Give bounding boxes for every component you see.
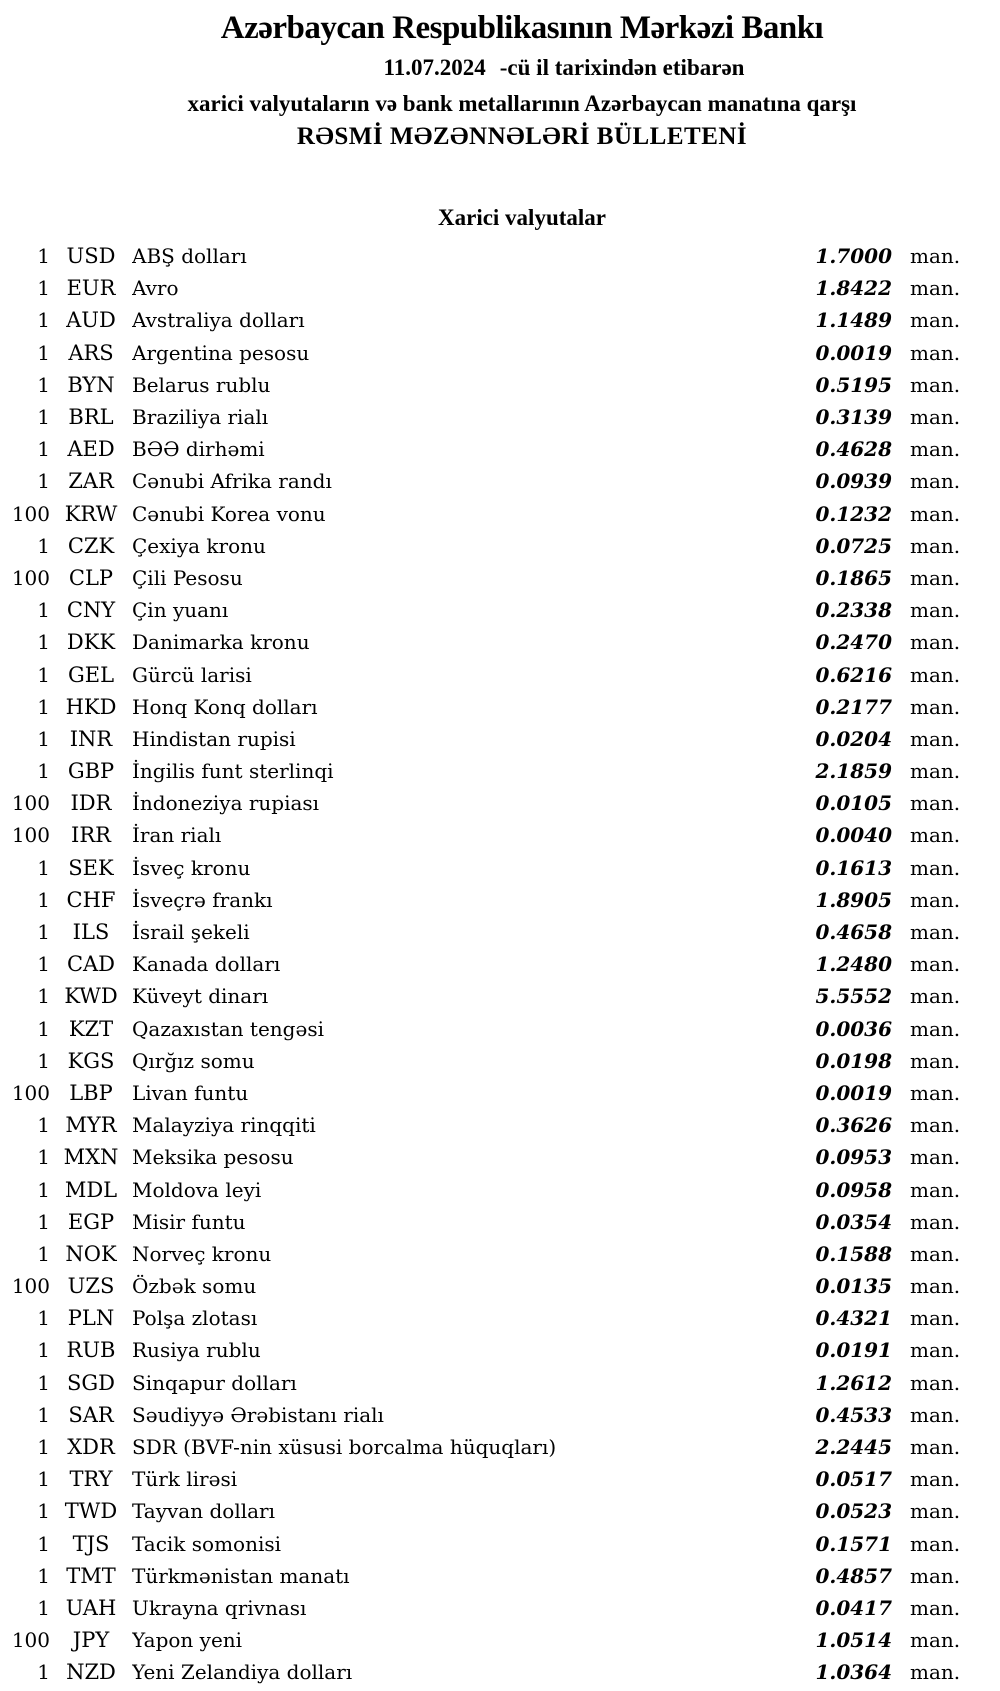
currency-code: IRR xyxy=(71,823,111,848)
rate-row xyxy=(0,819,967,851)
quantity: 1 xyxy=(37,759,50,784)
currency-code: BRL xyxy=(68,405,114,430)
unit-label: man. xyxy=(910,276,961,301)
currency-name: Kanada dolları xyxy=(132,952,281,977)
unit-label: man. xyxy=(910,630,961,655)
section-title-foreign-currencies: Xarici valyutalar xyxy=(438,205,606,230)
rate-row xyxy=(0,240,967,272)
unit-label: man. xyxy=(910,1080,961,1105)
quantity: 1 xyxy=(37,1177,50,1202)
currency-name: Norveç kronu xyxy=(132,1241,272,1266)
rate-value: 0.0417 xyxy=(815,1595,892,1620)
unit-label: man. xyxy=(910,662,961,687)
currency-code: TWD xyxy=(64,1499,118,1524)
currency-code: EGP xyxy=(67,1209,115,1234)
rate-value: 0.0725 xyxy=(815,533,892,558)
currency-code: KGS xyxy=(67,1048,115,1073)
unit-label: man. xyxy=(910,887,961,912)
rate-row xyxy=(0,498,967,530)
rate-row xyxy=(0,1238,967,1270)
unit-label: man. xyxy=(910,1499,961,1524)
currency-name: Sinqapur dolları xyxy=(132,1370,297,1395)
quantity: 1 xyxy=(37,276,50,301)
quantity: 1 xyxy=(37,1113,50,1138)
quantity: 1 xyxy=(37,1499,50,1524)
quantity: 1 xyxy=(37,662,50,687)
quantity: 1 xyxy=(37,469,50,494)
rate-value: 0.2338 xyxy=(815,598,892,623)
unit-label: man. xyxy=(910,1402,961,1427)
rate-value: 0.0135 xyxy=(815,1274,892,1299)
rate-row xyxy=(0,787,967,819)
quantity: 1 xyxy=(37,1370,50,1395)
rate-row xyxy=(0,1592,967,1624)
currency-code: NOK xyxy=(65,1241,117,1266)
currency-code: ZAR xyxy=(68,469,114,494)
currency-code: TMT xyxy=(66,1563,116,1588)
quantity: 1 xyxy=(37,1435,50,1460)
rate-value: 0.0019 xyxy=(815,1080,892,1105)
rate-value: 1.0364 xyxy=(815,1660,892,1685)
rate-row xyxy=(0,1399,967,1431)
currency-code: CAD xyxy=(66,952,116,977)
currency-code: MXN xyxy=(63,1145,119,1170)
unit-label: man. xyxy=(910,1467,961,1492)
rate-row xyxy=(0,916,967,948)
rate-row xyxy=(0,1560,967,1592)
bank-title: Azərbaycan Respublikasının Mərkəzi Bankı xyxy=(220,10,824,46)
rate-value: 0.6216 xyxy=(815,662,892,687)
rate-value: 0.0354 xyxy=(815,1209,892,1234)
rate-value: 0.2470 xyxy=(815,630,892,655)
quantity: 100 xyxy=(11,791,50,816)
currency-name: Türkmənistan manatı xyxy=(132,1563,350,1588)
rate-row xyxy=(0,884,967,916)
quantity: 1 xyxy=(37,1467,50,1492)
rate-value: 0.4321 xyxy=(815,1306,892,1331)
unit-label: man. xyxy=(910,501,961,526)
rate-row xyxy=(0,369,967,401)
rate-row xyxy=(0,465,967,497)
currency-code: CNY xyxy=(66,598,116,623)
currency-name: Küveyt dinarı xyxy=(132,984,269,1009)
rate-row xyxy=(0,1141,967,1173)
quantity: 1 xyxy=(37,1660,50,1685)
rate-value: 0.0105 xyxy=(815,791,892,816)
quantity: 1 xyxy=(37,340,50,365)
unit-label: man. xyxy=(910,565,961,590)
quantity: 1 xyxy=(37,405,50,430)
quantity: 1 xyxy=(37,533,50,558)
unit-label: man. xyxy=(910,694,961,719)
rate-row xyxy=(0,1334,967,1366)
unit-label: man. xyxy=(910,437,961,462)
rate-value: 5.5552 xyxy=(815,984,892,1009)
rate-value: 0.0939 xyxy=(815,469,892,494)
currency-name: Belarus rublu xyxy=(132,372,271,397)
currency-code: BYN xyxy=(67,372,115,397)
rate-row xyxy=(0,1206,967,1238)
quantity: 1 xyxy=(37,437,50,462)
unit-label: man. xyxy=(910,952,961,977)
quantity: 1 xyxy=(37,1241,50,1266)
quantity: 1 xyxy=(37,1595,50,1620)
rate-value: 2.1859 xyxy=(815,759,892,784)
unit-label: man. xyxy=(910,1209,961,1234)
currency-code: IDR xyxy=(70,791,112,816)
currency-name: Çexiya kronu xyxy=(132,533,266,558)
currency-name: Yeni Zelandiya dolları xyxy=(132,1660,353,1685)
rate-row xyxy=(0,1173,967,1205)
rate-value: 0.4628 xyxy=(815,437,892,462)
bulletin-subtitle: xarici valyutaların və bank metallarının Azərbaycan manatına qarşı xyxy=(187,91,857,116)
currency-name: İngilis funt sterlinqi xyxy=(132,759,334,784)
unit-label: man. xyxy=(910,1531,961,1556)
currency-code: KWD xyxy=(64,984,118,1009)
effective-date-line xyxy=(86,54,1000,82)
currency-name: İran rialı xyxy=(132,823,222,848)
currency-name: Hindistan rupisi xyxy=(132,726,296,751)
rate-row xyxy=(0,1302,967,1334)
rate-row xyxy=(0,304,967,336)
unit-label: man. xyxy=(910,598,961,623)
bulletin-title: RƏSMİ MƏZƏNNƏLƏRİ BÜLLETENİ xyxy=(296,123,748,150)
currency-name: ABŞ dolları xyxy=(132,244,247,269)
currency-name: Rusiya rublu xyxy=(132,1338,261,1363)
currency-code: KRW xyxy=(64,501,118,526)
quantity: 1 xyxy=(37,630,50,655)
rate-value: 1.1489 xyxy=(815,308,892,333)
unit-label: man. xyxy=(910,1563,961,1588)
rate-value: 0.4533 xyxy=(815,1402,892,1427)
rate-row xyxy=(0,626,967,658)
currency-name: Danimarka kronu xyxy=(132,630,310,655)
currency-name: Cənubi Korea vonu xyxy=(132,501,326,526)
unit-label: man. xyxy=(910,1660,961,1685)
rate-value: 0.0953 xyxy=(815,1145,892,1170)
quantity: 1 xyxy=(37,372,50,397)
rate-row xyxy=(0,852,967,884)
rate-value: 0.5195 xyxy=(815,372,892,397)
currency-code: SEK xyxy=(68,855,114,880)
unit-label: man. xyxy=(910,308,961,333)
currency-name: Honq Konq dolları xyxy=(132,694,318,719)
currency-name: Özbək somu xyxy=(132,1274,257,1299)
rate-row xyxy=(0,562,967,594)
currency-name: Malayziya rinqqiti xyxy=(132,1113,316,1138)
currency-code: UZS xyxy=(67,1274,115,1299)
currency-name: Tacik somonisi xyxy=(132,1531,282,1556)
currency-code: MDL xyxy=(64,1177,118,1202)
unit-label: man. xyxy=(910,1306,961,1331)
quantity: 1 xyxy=(37,1145,50,1170)
rate-row xyxy=(0,272,967,304)
quantity: 1 xyxy=(37,1563,50,1588)
effective-date: 11.07.2024 xyxy=(383,55,486,80)
quantity: 100 xyxy=(11,565,50,590)
currency-code: MYR xyxy=(65,1113,117,1138)
rates-table xyxy=(0,240,1000,1688)
currency-name: Ukrayna qrivnası xyxy=(132,1595,307,1620)
unit-label: man. xyxy=(910,533,961,558)
unit-label: man. xyxy=(910,1145,961,1170)
currency-code: RUB xyxy=(66,1338,116,1363)
quantity: 100 xyxy=(11,501,50,526)
currency-name: Livan funtu xyxy=(132,1080,249,1105)
currency-name: Moldova leyi xyxy=(132,1177,262,1202)
currency-code: USD xyxy=(66,244,116,269)
currency-name: Cənubi Afrika randı xyxy=(132,469,332,494)
rate-value: 0.1613 xyxy=(815,855,892,880)
rate-value: 1.7000 xyxy=(815,244,892,269)
currency-code: JPY xyxy=(72,1628,110,1653)
rate-row xyxy=(0,1624,967,1656)
rate-value: 0.0517 xyxy=(815,1467,892,1492)
rate-value: 0.3139 xyxy=(815,405,892,430)
currency-name: Polşa zlotası xyxy=(132,1306,258,1331)
currency-code: KZT xyxy=(68,1016,114,1041)
currency-code: CLP xyxy=(68,565,114,590)
unit-label: man. xyxy=(910,1048,961,1073)
rate-value: 0.1865 xyxy=(815,565,892,590)
rate-row xyxy=(0,530,967,562)
rate-value: 0.0191 xyxy=(815,1338,892,1363)
currency-code: TRY xyxy=(69,1467,113,1492)
currency-name: Qırğız somu xyxy=(132,1048,255,1073)
unit-label: man. xyxy=(910,1113,961,1138)
currency-code: AED xyxy=(67,437,115,462)
effective-date-suffix: -cü il tarixindən etibarən xyxy=(499,55,745,80)
rate-row xyxy=(0,755,967,787)
quantity: 100 xyxy=(11,1080,50,1105)
currency-name: Türk lirəsi xyxy=(132,1467,238,1492)
rate-row xyxy=(0,723,967,755)
rate-value: 0.0040 xyxy=(815,823,892,848)
rate-value: 1.8422 xyxy=(815,276,892,301)
currency-code: GBP xyxy=(67,759,115,784)
quantity: 1 xyxy=(37,855,50,880)
rate-value: 0.4658 xyxy=(815,920,892,945)
currency-code: NZD xyxy=(66,1660,116,1685)
unit-label: man. xyxy=(910,1628,961,1653)
currency-code: PLN xyxy=(67,1306,115,1331)
rate-value: 1.8905 xyxy=(815,887,892,912)
rate-row xyxy=(0,401,967,433)
unit-label: man. xyxy=(910,823,961,848)
currency-name: Çili Pesosu xyxy=(132,565,243,590)
quantity: 1 xyxy=(37,308,50,333)
unit-label: man. xyxy=(910,244,961,269)
rate-value: 1.0514 xyxy=(815,1628,892,1653)
currency-name: Braziliya rialı xyxy=(132,405,269,430)
unit-label: man. xyxy=(910,984,961,1009)
rate-row xyxy=(0,1077,967,1109)
currency-code: SAR xyxy=(68,1402,114,1427)
currency-name: Tayvan dolları xyxy=(132,1499,275,1524)
rate-row xyxy=(0,1463,967,1495)
currency-name: Gürcü larisi xyxy=(132,662,252,687)
rate-row xyxy=(0,980,967,1012)
quantity: 1 xyxy=(37,920,50,945)
currency-name: Qazaxıstan tengəsi xyxy=(132,1016,324,1041)
quantity: 100 xyxy=(11,1274,50,1299)
currency-name: Yapon yeni xyxy=(132,1628,243,1653)
unit-label: man. xyxy=(910,1274,961,1299)
rate-value: 0.0204 xyxy=(815,726,892,751)
rate-value: 0.1588 xyxy=(815,1241,892,1266)
currency-code: DKK xyxy=(66,630,116,655)
currency-code: LBP xyxy=(69,1080,113,1105)
unit-label: man. xyxy=(910,405,961,430)
quantity: 1 xyxy=(37,1338,50,1363)
quantity: 1 xyxy=(37,887,50,912)
rate-value: 0.2177 xyxy=(815,694,892,719)
unit-label: man. xyxy=(910,791,961,816)
currency-name: İsveç kronu xyxy=(132,855,251,880)
quantity: 1 xyxy=(37,1209,50,1234)
rate-row xyxy=(0,691,967,723)
quantity: 1 xyxy=(37,1531,50,1556)
quantity: 1 xyxy=(37,726,50,751)
currency-code: TJS xyxy=(72,1531,110,1556)
currency-name: Səudiyyə Ərəbistanı rialı xyxy=(132,1402,384,1427)
rate-value: 1.2612 xyxy=(815,1370,892,1395)
quantity: 1 xyxy=(37,1048,50,1073)
quantity: 1 xyxy=(37,598,50,623)
rate-value: 2.2445 xyxy=(815,1435,892,1460)
quantity: 100 xyxy=(11,1628,50,1653)
currency-code: CZK xyxy=(67,533,115,558)
bulletin-header xyxy=(0,0,1000,152)
currency-code: ARS xyxy=(68,340,114,365)
rate-row xyxy=(0,1431,967,1463)
currency-name: Argentina pesosu xyxy=(132,340,310,365)
quantity: 1 xyxy=(37,984,50,1009)
currency-name: Misir funtu xyxy=(132,1209,246,1234)
rate-row xyxy=(0,1367,967,1399)
currency-code: GEL xyxy=(67,662,115,687)
unit-label: man. xyxy=(910,1435,961,1460)
rate-value: 0.3626 xyxy=(815,1113,892,1138)
unit-label: man. xyxy=(910,340,961,365)
currency-code: INR xyxy=(69,726,113,751)
rate-value: 0.0523 xyxy=(815,1499,892,1524)
currency-code: XDR xyxy=(67,1435,115,1460)
quantity: 100 xyxy=(11,823,50,848)
unit-label: man. xyxy=(910,1338,961,1363)
quantity: 1 xyxy=(37,1016,50,1041)
currency-code: EUR xyxy=(66,276,116,301)
unit-label: man. xyxy=(910,1177,961,1202)
currency-code: UAH xyxy=(65,1595,117,1620)
currency-name: Çin yuanı xyxy=(132,598,229,623)
quantity: 1 xyxy=(37,694,50,719)
unit-label: man. xyxy=(910,469,961,494)
currency-code: CHF xyxy=(66,887,116,912)
unit-label: man. xyxy=(910,1370,961,1395)
currency-code: SGD xyxy=(67,1370,115,1395)
rate-row xyxy=(0,1528,967,1560)
quantity: 1 xyxy=(37,952,50,977)
currency-code: AUD xyxy=(66,308,116,333)
rate-row xyxy=(0,1656,967,1688)
unit-label: man. xyxy=(910,1595,961,1620)
rate-row xyxy=(0,1495,967,1527)
rate-row xyxy=(0,948,967,980)
unit-label: man. xyxy=(910,372,961,397)
currency-name: Avro xyxy=(132,276,179,301)
rate-value: 0.0036 xyxy=(815,1016,892,1041)
rate-row xyxy=(0,337,967,369)
rate-row xyxy=(0,1045,967,1077)
rate-row xyxy=(0,433,967,465)
unit-label: man. xyxy=(910,1241,961,1266)
rate-value: 0.0198 xyxy=(815,1048,892,1073)
quantity: 1 xyxy=(37,1402,50,1427)
rate-value: 0.0958 xyxy=(815,1177,892,1202)
currency-name: İsrail şekeli xyxy=(132,920,250,945)
currency-name: Meksika pesosu xyxy=(132,1145,294,1170)
unit-label: man. xyxy=(910,1016,961,1041)
rate-row xyxy=(0,594,967,626)
rate-value: 0.1232 xyxy=(815,501,892,526)
currency-name: İndoneziya rupiası xyxy=(132,791,320,816)
unit-label: man. xyxy=(910,920,961,945)
currency-name: İsveçrə frankı xyxy=(132,887,273,912)
rate-value: 1.2480 xyxy=(815,952,892,977)
unit-label: man. xyxy=(910,855,961,880)
rate-value: 0.4857 xyxy=(815,1563,892,1588)
currency-name: Avstraliya dolları xyxy=(132,308,305,333)
rate-value: 0.0019 xyxy=(815,340,892,365)
quantity: 1 xyxy=(37,1306,50,1331)
currency-name: SDR (BVF-nin xüsusi borcalma hüquqları) xyxy=(132,1435,557,1460)
currency-code: ILS xyxy=(72,920,110,945)
rate-row xyxy=(0,658,967,690)
rate-row xyxy=(0,1013,967,1045)
unit-label: man. xyxy=(910,726,961,751)
unit-label: man. xyxy=(910,759,961,784)
rate-row xyxy=(0,1270,967,1302)
rate-value: 0.1571 xyxy=(815,1531,892,1556)
rate-row xyxy=(0,1109,967,1141)
quantity: 1 xyxy=(37,244,50,269)
currency-name: BƏƏ dirhəmi xyxy=(132,437,265,462)
currency-code: HKD xyxy=(65,694,117,719)
